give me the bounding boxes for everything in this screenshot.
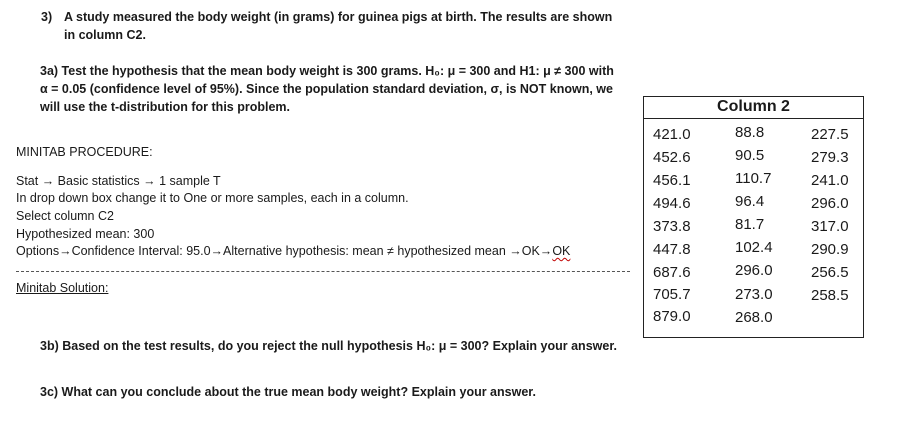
procedure-step-1: Stat → Basic statistics → 1 sample T xyxy=(16,174,221,188)
procedure-step-3: Select column C2 xyxy=(16,209,114,223)
table-cell: 705.7 xyxy=(653,286,691,303)
procedure-step-5-text: Options→Confidence Interval: 95.0→Alternative hypothesis: mean ≠ hypothesized mean →OK→ xyxy=(16,244,553,258)
table-cell: 447.8 xyxy=(653,241,691,258)
question-3-number: 3) xyxy=(41,10,53,24)
table-cell: 494.6 xyxy=(653,195,691,212)
table-cell: 110.7 xyxy=(735,170,772,187)
question-3-line-1: A study measured the body weight (in grams) for guinea pigs at birth. The results are shown xyxy=(64,10,613,24)
table-cell: 373.8 xyxy=(653,218,691,235)
table-cell: 687.6 xyxy=(653,264,691,281)
table-title: Column 2 xyxy=(717,98,790,115)
table-cell: 452.6 xyxy=(653,149,691,166)
table-header-divider xyxy=(643,118,864,119)
table-cell: 296.0 xyxy=(811,195,849,212)
procedure-step-2: In drop down box change it to One or more samples, each in a column. xyxy=(16,191,409,205)
table-cell: 96.4 xyxy=(735,193,765,210)
minitab-solution-heading: Minitab Solution: xyxy=(16,281,109,295)
question-3-line-2: in column C2. xyxy=(64,28,146,42)
procedure-heading: MINITAB PROCEDURE: xyxy=(16,145,153,159)
table-cell: 879.0 xyxy=(653,308,691,325)
question-3a-line-3: will use the t-distribution for this problem. xyxy=(40,100,290,114)
table-cell: 227.5 xyxy=(811,126,849,143)
dashed-divider xyxy=(16,271,630,272)
question-3a-line-1: 3a) Test the hypothesis that the mean body weight is 300 grams. H₀: μ = 300 and H1: μ ≠ 300 with xyxy=(40,64,614,78)
table-cell: 90.5 xyxy=(735,147,765,164)
table-cell: 421.0 xyxy=(653,126,691,143)
table-cell: 88.8 xyxy=(735,124,765,141)
table-cell: 81.7 xyxy=(735,216,765,233)
procedure-step-5-ok: OK xyxy=(552,244,571,258)
table-cell: 290.9 xyxy=(811,241,849,258)
table-cell: 279.3 xyxy=(811,149,849,166)
question-3a-line-2: α = 0.05 (confidence level of 95%). Since the population standard deviation, σ, is NOT known, we xyxy=(40,82,613,96)
question-3b: 3b) Based on the test results, do you reject the null hypothesis H₀: μ = 300? Explain your answer. xyxy=(40,339,617,353)
table-cell: 317.0 xyxy=(811,218,849,235)
table-cell: 102.4 xyxy=(735,239,773,256)
table-cell: 256.5 xyxy=(811,264,849,281)
table-cell: 258.5 xyxy=(811,287,849,304)
table-cell: 296.0 xyxy=(735,262,773,279)
table-cell: 268.0 xyxy=(735,309,773,326)
procedure-step-5 xyxy=(16,244,570,258)
question-3c: 3c) What can you conclude about the true mean body weight? Explain your answer. xyxy=(40,385,536,399)
table-cell: 456.1 xyxy=(653,172,691,189)
table-cell: 273.0 xyxy=(735,286,773,303)
table-cell: 241.0 xyxy=(811,172,849,189)
procedure-step-4: Hypothesized mean: 300 xyxy=(16,227,155,241)
